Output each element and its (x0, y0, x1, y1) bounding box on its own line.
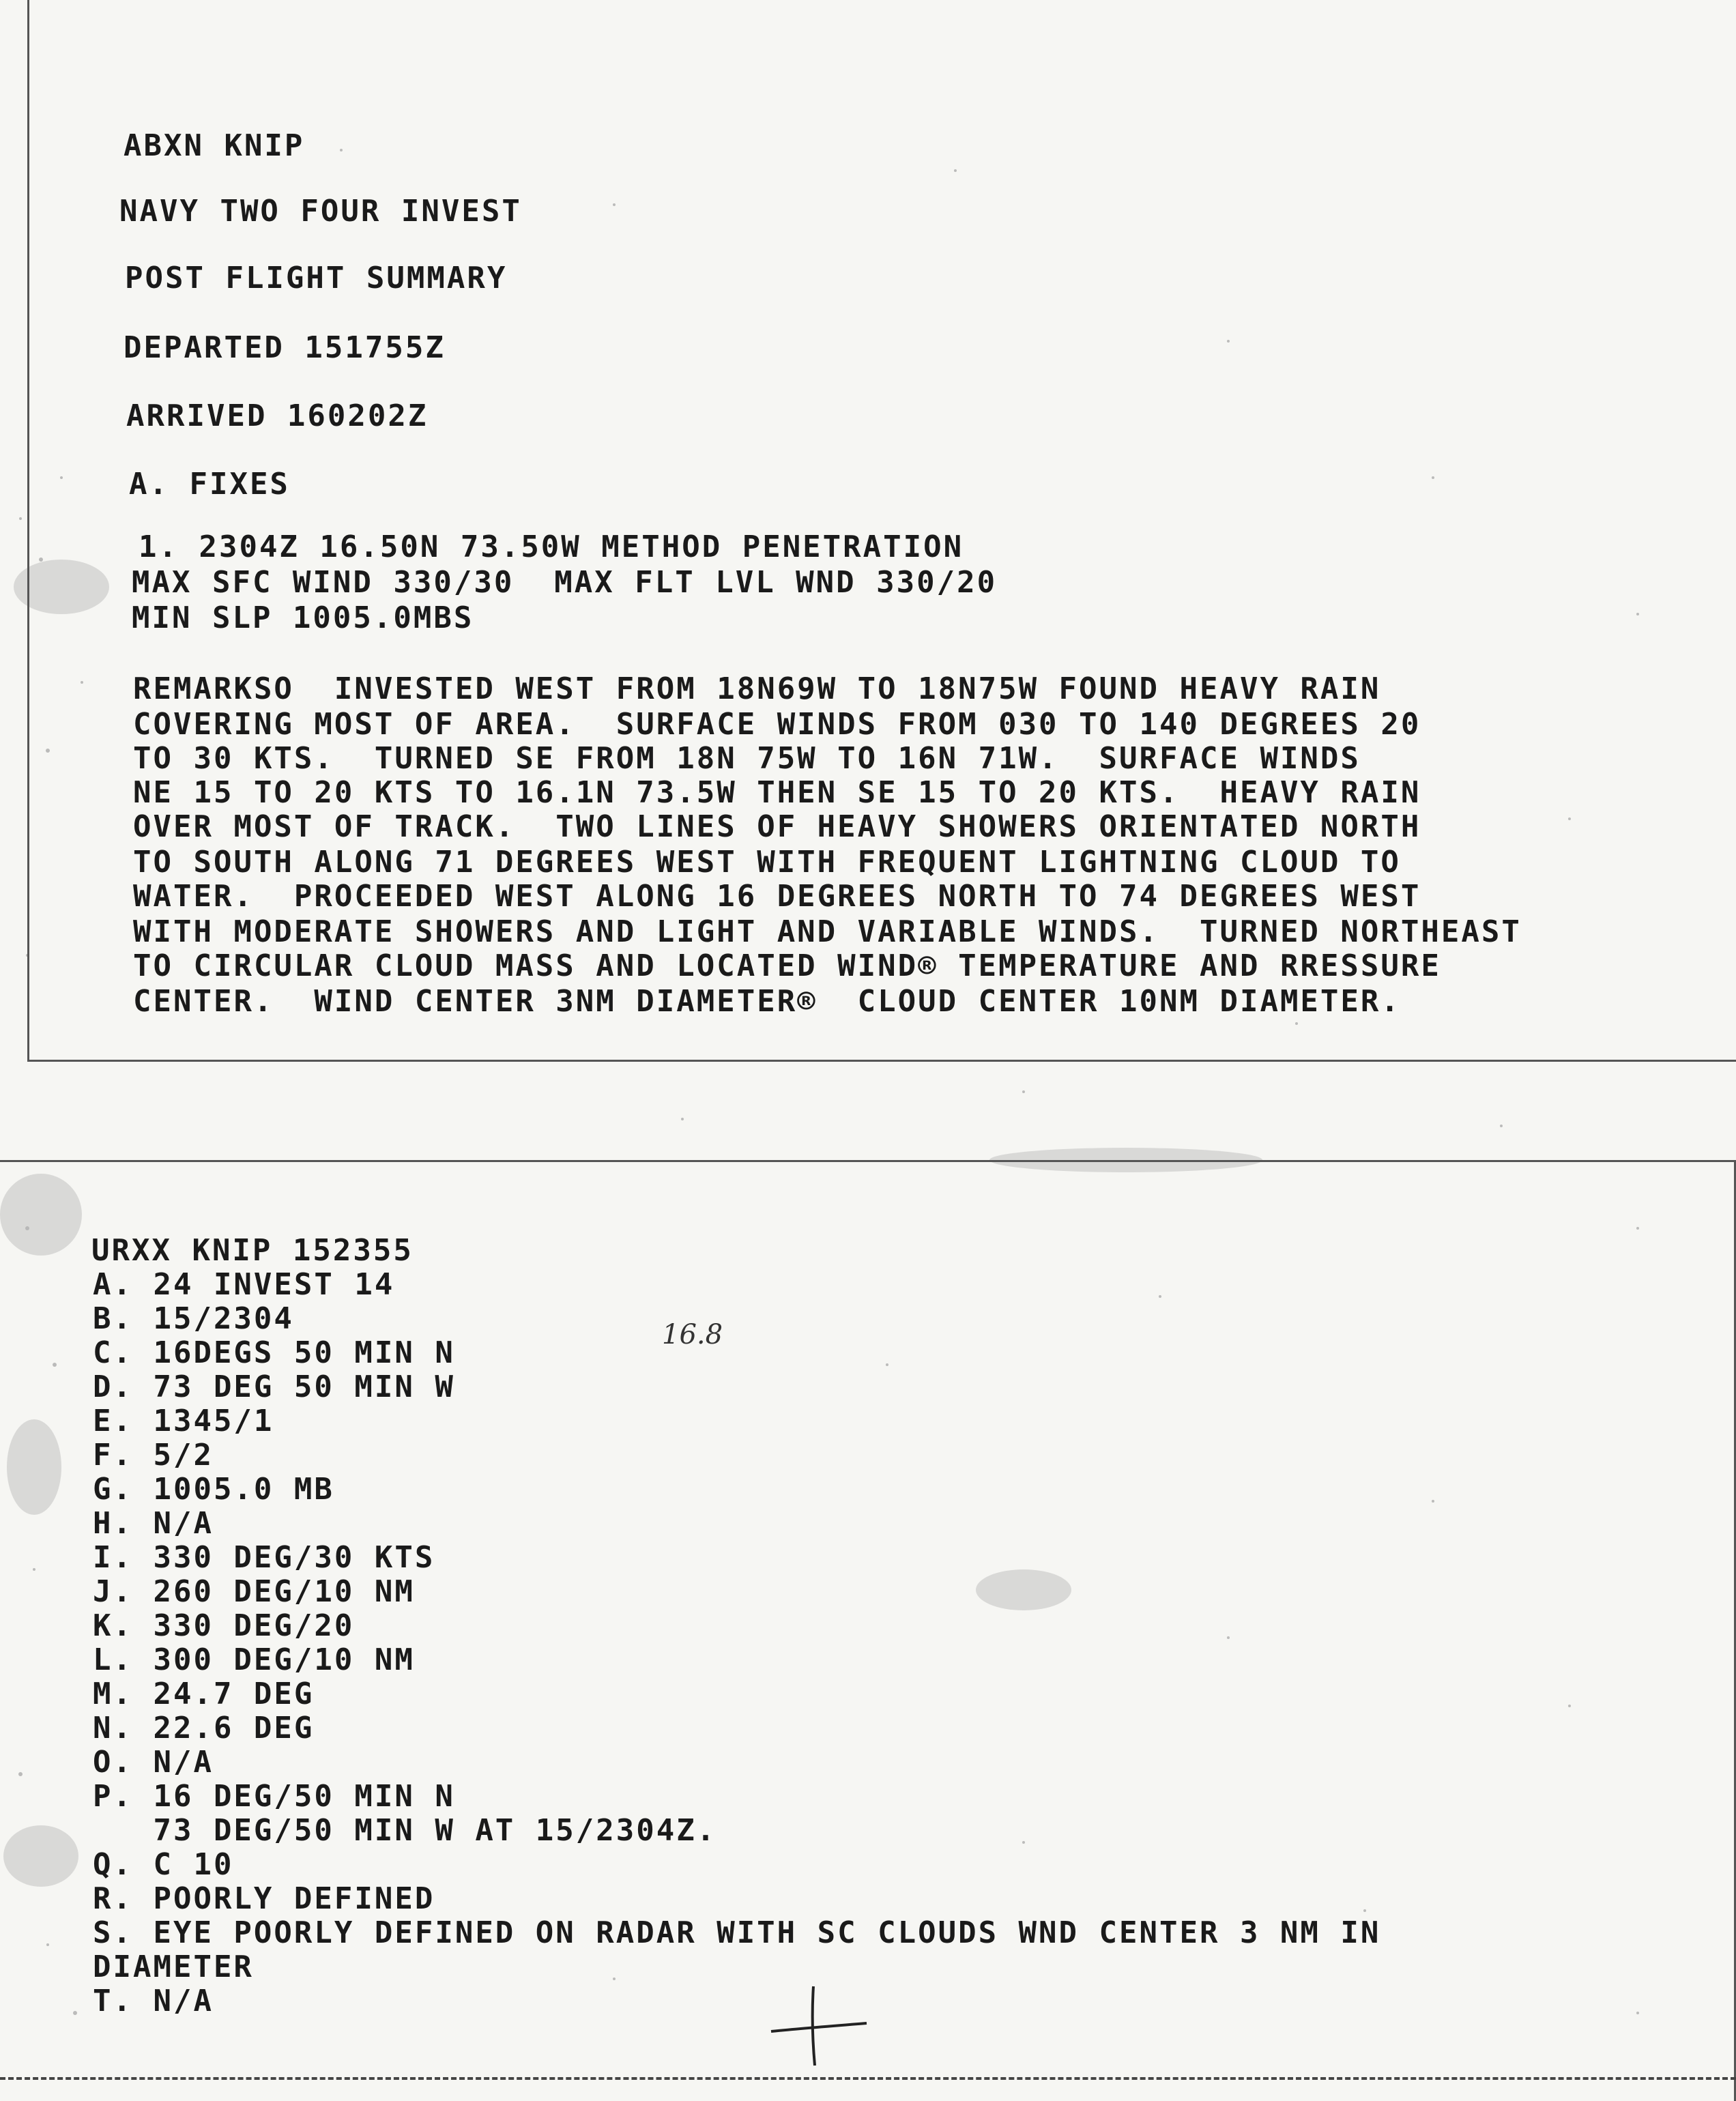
remarks-line-7: WATER. PROCEEDED WEST ALONG 16 DEGREES NORTH TO 74 DEGREES WEST (133, 879, 1421, 914)
remarks-line-3: TO 30 KTS. TURNED SE FROM 18N 75W TO 16N 71W. SURFACE WINDS (133, 741, 1361, 776)
post-flight-summary-message (27, 0, 1736, 1062)
item-b: B. 15/2304 (93, 1301, 294, 1336)
item-d: D. 73 DEG 50 MIN W (93, 1370, 455, 1404)
item-c: C. 16DEGS 50 MIN N (93, 1335, 455, 1370)
item-f: F. 5/2 (93, 1438, 214, 1473)
item-l: L. 300 DEG/10 NM (93, 1642, 415, 1677)
item-s-continued: DIAMETER (93, 1950, 254, 1984)
item-i: I. 330 DEG/30 KTS (93, 1540, 435, 1575)
remarks-line-1: REMARKSO INVESTED WEST FROM 18N69W TO 18N75W FOUND HEAVY RAIN (133, 671, 1381, 706)
item-s: S. EYE POORLY DEFINED ON RADAR WITH SC CLOUDS WND CENTER 3 NM IN (93, 1915, 1381, 1950)
item-p: P. 16 DEG/50 MIN N (93, 1779, 455, 1814)
remarks-line-9: TO CIRCULAR CLOUD MASS AND LOCATED WIND® TEMPERATURE AND RRESSURE (133, 948, 1441, 983)
item-j: J. 260 DEG/10 NM (93, 1574, 415, 1609)
handwritten-cross-mark (764, 1981, 873, 2070)
item-o: O. N/A (93, 1745, 214, 1780)
header-line-5: ARRIVED 160202Z (126, 399, 429, 433)
item-h: H. N/A (93, 1506, 214, 1541)
header-line-2: NAVY TWO FOUR INVEST (119, 194, 522, 229)
fixes-heading: A. FIXES (129, 467, 290, 502)
item-n: N. 22.6 DEG (93, 1711, 315, 1745)
remarks-line-2: COVERING MOST OF AREA. SURFACE WINDS FROM 030 TO 140 DEGREES 20 (133, 707, 1421, 742)
item-m: M. 24.7 DEG (93, 1677, 315, 1711)
item-e: E. 1345/1 (93, 1404, 274, 1438)
item-a: A. 24 INVEST 14 (93, 1267, 395, 1302)
remarks-line-10: CENTER. WIND CENTER 3NM DIAMETER® CLOUD CENTER 10NM DIAMETER. (133, 984, 1401, 1019)
fix-line-2: MAX SFC WIND 330/30 MAX FLT LVL WND 330/20 (132, 565, 998, 600)
handwritten-note: 16.8 (662, 1319, 723, 1350)
item-q: Q. C 10 (93, 1847, 234, 1882)
header-line-1: ABXN KNIP (124, 128, 305, 163)
remarks-line-8: WITH MODERATE SHOWERS AND LIGHT AND VARIABLE WINDS. TURNED NORTHEAST (133, 914, 1522, 949)
item-p-continued: 73 DEG/50 MIN W AT 15/2304Z. (93, 1813, 717, 1848)
message-header: URXX KNIP 152355 (91, 1233, 414, 1268)
remarks-line-5: OVER MOST OF TRACK. TWO LINES OF HEAVY SHOWERS ORIENTATED NORTH (133, 809, 1421, 844)
item-r: R. POORLY DEFINED (93, 1881, 435, 1916)
header-line-4: DEPARTED 151755Z (124, 330, 446, 365)
item-t: T. N/A (93, 1984, 214, 2018)
recon-observation-message (0, 1160, 1736, 2101)
item-g: G. 1005.0 MB (93, 1472, 334, 1507)
header-line-3: POST FLIGHT SUMMARY (125, 261, 508, 295)
remarks-line-6: TO SOUTH ALONG 71 DEGREES WEST WITH FREQUENT LIGHTNING CLOUD TO (133, 845, 1401, 880)
remarks-line-4: NE 15 TO 20 KTS TO 16.1N 73.5W THEN SE 15 TO 20 KTS. HEAVY RAIN (133, 775, 1421, 810)
perforation-edge (0, 2077, 1736, 2087)
item-k: K. 330 DEG/20 (93, 1608, 355, 1643)
fix-line-1: 1. 2304Z 16.50N 73.50W METHOD PENETRATION (139, 530, 964, 564)
fix-line-3: MIN SLP 1005.0MBS (132, 600, 474, 635)
